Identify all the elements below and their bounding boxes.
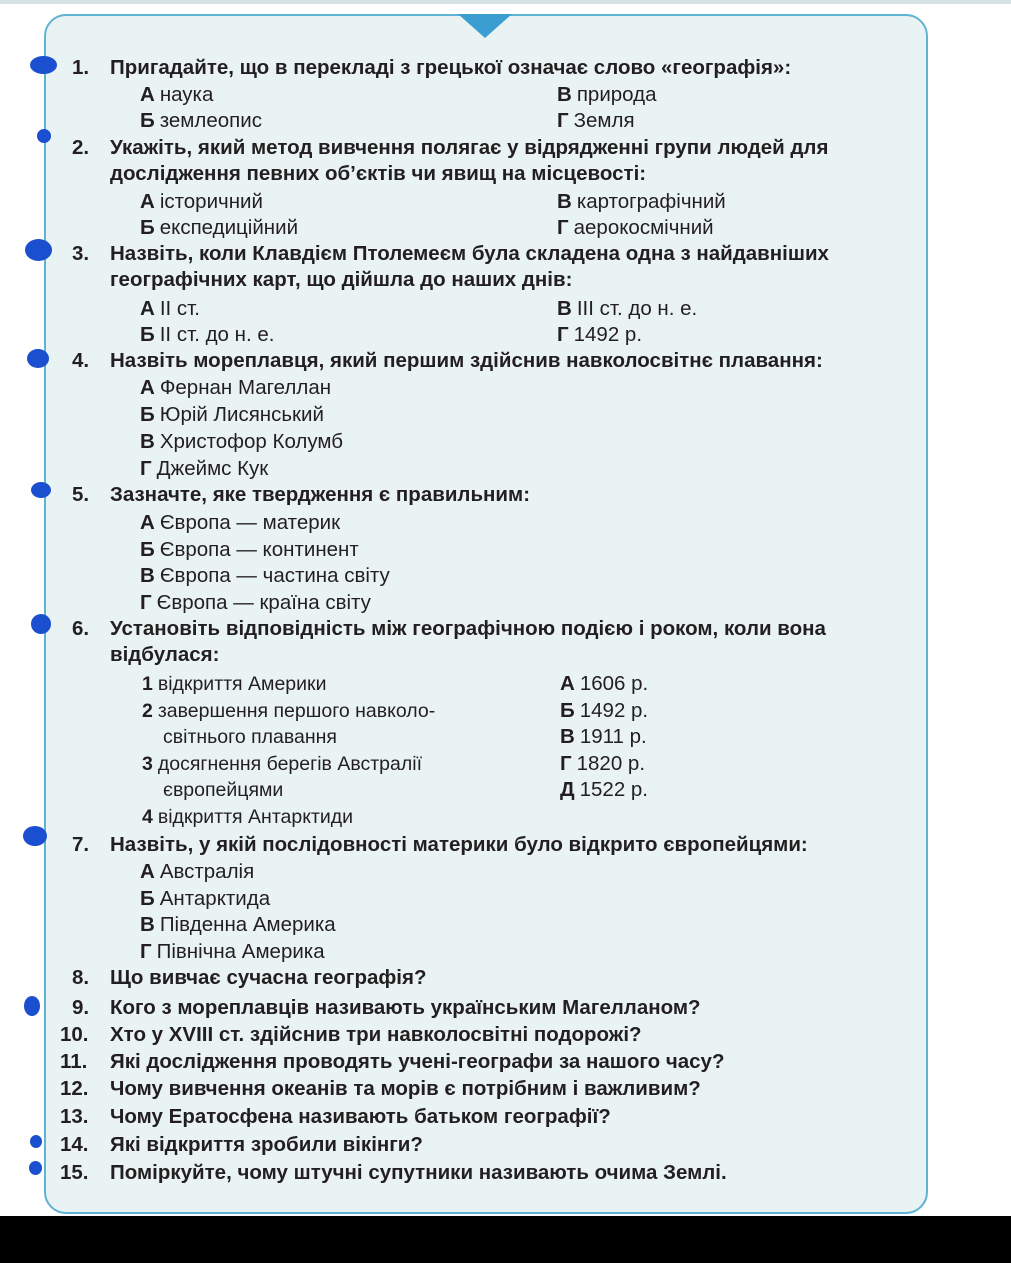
top-edge-strip: [0, 0, 1011, 4]
option-letter: Г: [557, 323, 569, 346]
option-text: історичний: [159, 190, 263, 213]
option-letter: В: [140, 913, 155, 936]
option-text: 1492 р.: [579, 699, 649, 722]
marker-dot-icon: [30, 56, 57, 74]
option-text: Джеймс Кук: [156, 457, 269, 480]
question-text: Пригадайте, що в перекладі з грецької означає слово «географія»:: [110, 56, 792, 79]
option-letter: 2: [142, 700, 153, 722]
answer-option: [140, 563, 390, 589]
answer-option: [140, 189, 263, 215]
option-text: експедиційний: [159, 216, 299, 239]
question-number: 2.: [72, 136, 90, 159]
question-number: 11.: [60, 1050, 88, 1073]
question-text: Укажіть, який метод вивчення полягає у відрядженні групи людей для: [110, 136, 829, 159]
question-number: 6.: [72, 617, 90, 640]
option-letter: Г: [140, 940, 152, 963]
option-text: Земля: [573, 109, 635, 132]
option-letter: Б: [560, 699, 575, 722]
answer-option: [557, 82, 656, 108]
answer-option: [140, 456, 268, 482]
match-event: [158, 777, 283, 803]
question-text: Установіть відповідність між географічною подією і роком, коли вона: [110, 617, 826, 640]
question-text: Чому Ератосфена називають батьком географії?: [110, 1105, 611, 1128]
match-event: [142, 804, 353, 830]
question-number: 9.: [72, 996, 90, 1019]
option-letter: В: [557, 83, 572, 106]
option-text: Південна Америка: [159, 913, 336, 936]
option-letter: 4: [142, 806, 153, 828]
answer-option: [557, 108, 635, 134]
option-text: ІІ ст. до н. е.: [159, 323, 275, 346]
option-text: аерокосмічний: [573, 216, 714, 239]
question-text: Назвіть мореплавця, який першим здійснив навколосвітнє плавання:: [110, 349, 823, 372]
option-letter: А: [140, 511, 155, 534]
option-text: картографічний: [576, 190, 726, 213]
option-letter: Б: [140, 538, 155, 561]
answer-option: [557, 189, 726, 215]
question-text: Хто у XVIII ст. здійснив три навколосвітні подорожі?: [110, 1023, 642, 1046]
option-letter: В: [140, 564, 155, 587]
option-text: наука: [159, 83, 214, 106]
option-text: завершення першого навколо-: [157, 700, 436, 722]
option-letter: 1: [142, 673, 153, 695]
option-text: Фернан Магеллан: [159, 376, 332, 399]
question-text: відбулася:: [110, 643, 220, 666]
option-text: світнього плавання: [163, 726, 337, 748]
option-letter: Б: [140, 403, 155, 426]
option-text: Європа — материк: [159, 511, 341, 534]
option-text: Північна Америка: [156, 940, 325, 963]
question-text: географічних карт, що дійшла до наших днів:: [110, 268, 573, 291]
marker-dot-icon: [29, 1161, 42, 1175]
option-text: 1606 р.: [579, 672, 649, 695]
option-letter: Б: [140, 109, 155, 132]
option-text: Європа — частина світу: [159, 564, 390, 587]
match-event: [142, 671, 326, 697]
answer-option: [140, 108, 262, 134]
question-number: 14.: [60, 1133, 89, 1156]
question-number: 15.: [60, 1161, 89, 1184]
answer-option: [140, 322, 274, 348]
question-number: 1.: [72, 56, 90, 79]
option-text: Європа — континент: [159, 538, 359, 561]
answer-option: [140, 859, 254, 885]
option-letter: Г: [557, 216, 569, 239]
option-letter: Г: [140, 457, 152, 480]
option-text: ІІ ст.: [159, 297, 200, 320]
match-year: [560, 777, 648, 803]
bottom-black-bar: [0, 1216, 1011, 1263]
option-letter: В: [557, 190, 572, 213]
option-text: 1820 р.: [576, 752, 646, 775]
match-year: [560, 751, 645, 777]
option-letter: В: [560, 725, 575, 748]
answer-option: [140, 510, 340, 536]
question-text: Що вивчає сучасна географія?: [110, 966, 427, 989]
option-letter: Г: [560, 752, 572, 775]
option-letter: Б: [140, 216, 155, 239]
question-text: Чому вивчення океанів та морів є потрібним і важливим?: [110, 1077, 701, 1100]
panel-notch-icon: [458, 14, 512, 38]
option-text: 1911 р.: [579, 725, 647, 748]
match-event: [142, 751, 422, 777]
option-text: Антарктида: [159, 887, 271, 910]
option-text: природа: [576, 83, 657, 106]
option-text: 1522 р.: [579, 778, 649, 801]
option-letter: А: [140, 860, 155, 883]
answer-option: [557, 322, 642, 348]
marker-dot-icon: [27, 349, 49, 368]
match-event: [142, 698, 435, 724]
question-number: 4.: [72, 349, 90, 372]
option-letter: А: [140, 376, 155, 399]
option-letter: А: [140, 190, 155, 213]
question-number: 8.: [72, 966, 90, 989]
option-letter: В: [140, 430, 155, 453]
option-text: Європа — країна світу: [156, 591, 371, 614]
question-text: Які відкриття зробили вікінги?: [110, 1133, 423, 1156]
question-text: Кого з мореплавців називають українським Магелланом?: [110, 996, 701, 1019]
question-text: Назвіть, у якій послідовності материки було відкрито європейцями:: [110, 833, 808, 856]
option-text: землеопис: [159, 109, 262, 132]
option-text: європейцями: [163, 779, 284, 801]
answer-option: [557, 296, 697, 322]
option-letter: А: [140, 83, 155, 106]
answer-option: [140, 375, 331, 401]
marker-dot-icon: [31, 482, 51, 498]
option-text: відкриття Америки: [157, 673, 327, 695]
question-number: 10.: [60, 1023, 89, 1046]
answer-option: [140, 429, 343, 455]
option-text: Австралія: [159, 860, 255, 883]
question-text: Назвіть, коли Клавдієм Птолемеєм була складена одна з найдавніших: [110, 242, 829, 265]
option-text: Христофор Колумб: [159, 430, 343, 453]
question-number: 5.: [72, 483, 90, 506]
option-letter: Г: [140, 591, 152, 614]
question-text: Які дослідження проводять учені-географи за нашого часу?: [110, 1050, 725, 1073]
answer-option: [140, 912, 336, 938]
question-number: 13.: [60, 1105, 89, 1128]
answer-option: [140, 215, 298, 241]
marker-dot-icon: [37, 129, 51, 143]
option-text: відкриття Антарктиди: [157, 806, 354, 828]
question-number: 7.: [72, 833, 90, 856]
answer-option: [140, 82, 213, 108]
marker-dot-icon: [25, 239, 52, 261]
answer-option: [140, 537, 359, 563]
answer-option: [140, 939, 325, 965]
marker-dot-icon: [23, 826, 47, 846]
question-number: 12.: [60, 1077, 89, 1100]
option-letter: Г: [557, 109, 569, 132]
option-text: Юрій Лисянський: [159, 403, 324, 426]
option-text: 1492 р.: [573, 323, 643, 346]
option-letter: А: [560, 672, 575, 695]
answer-option: [140, 886, 270, 912]
option-letter: Б: [140, 323, 155, 346]
answer-option: [140, 296, 200, 322]
marker-dot-icon: [31, 614, 51, 634]
question-text: Зазначте, яке твердження є правильним:: [110, 483, 531, 506]
question-number: 3.: [72, 242, 90, 265]
option-letter: Д: [560, 778, 575, 801]
question-text: дослідження певних об’єктів чи явищ на місцевості:: [110, 162, 647, 185]
match-year: [560, 671, 648, 697]
question-text: Поміркуйте, чому штучні супутники називають очима Землі.: [110, 1161, 727, 1184]
marker-dot-icon: [30, 1135, 42, 1148]
match-year: [560, 698, 648, 724]
option-letter: 3: [142, 753, 153, 775]
match-year: [560, 724, 647, 750]
answer-option: [140, 402, 324, 428]
option-letter: Б: [140, 887, 155, 910]
match-event: [158, 724, 337, 750]
answer-option: [557, 215, 714, 241]
option-text: ІІІ ст. до н. е.: [576, 297, 698, 320]
answer-option: [140, 590, 371, 616]
option-letter: В: [557, 297, 572, 320]
option-text: досягнення берегів Австралії: [157, 753, 422, 775]
marker-dot-icon: [24, 996, 40, 1016]
option-letter: А: [140, 297, 155, 320]
